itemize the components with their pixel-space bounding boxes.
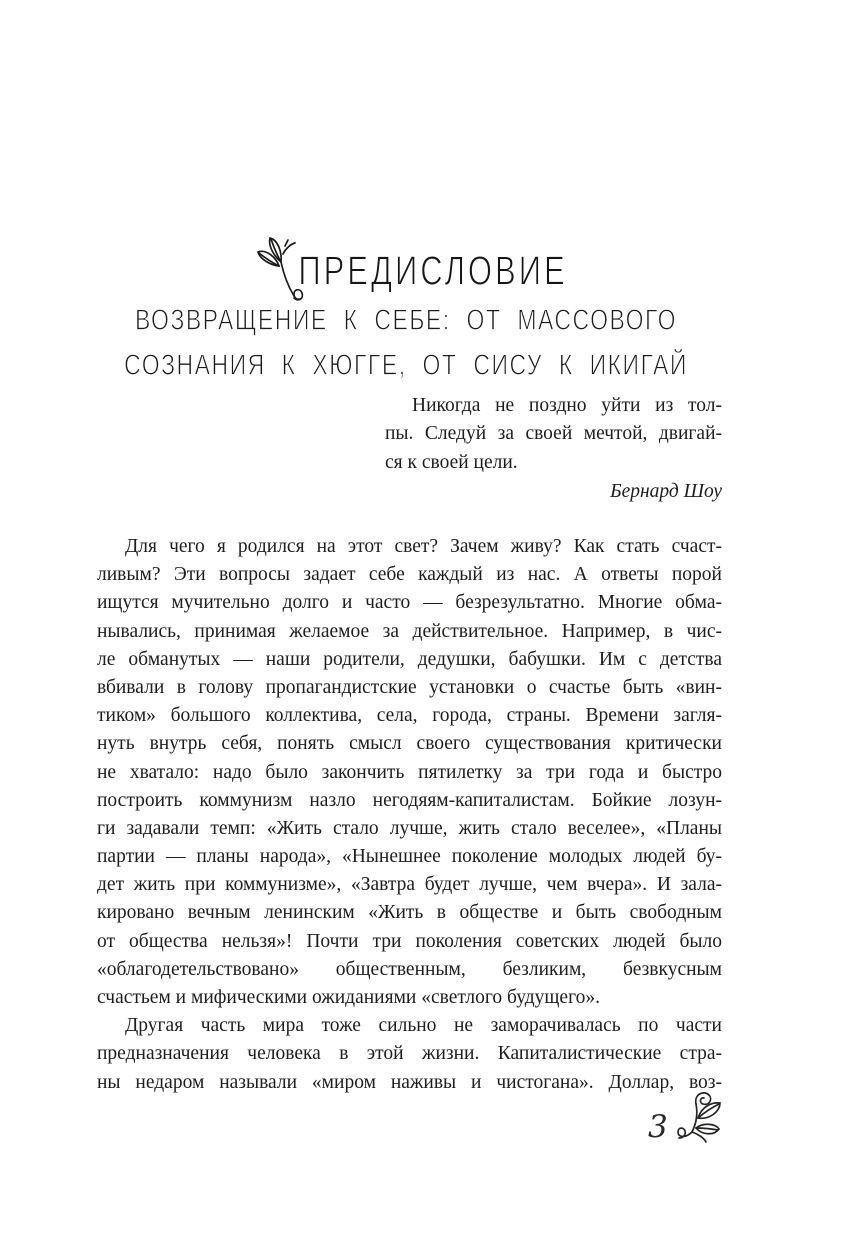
- chapter-heading: [0, 218, 812, 295]
- chapter-title: ПРЕДИСЛОВИЕ: [298, 247, 568, 294]
- epigraph-line: ся к своей цели.: [385, 451, 518, 473]
- epigraph: [385, 392, 722, 507]
- page-footer: [648, 1088, 724, 1153]
- body-line: кировано вечным ленинским «Жить в обществе и быть свободным: [97, 902, 722, 924]
- body-line: дет жить при коммунизме», «Завтра будет лучше, чем вчера». И зала-: [97, 874, 722, 896]
- body-line: партии — планы народа», «Нынешнее поколение молодых людей бу-: [97, 846, 722, 868]
- body-line: Для чего я родился на этот свет? Зачем живу? Как стать счаст-: [125, 536, 722, 557]
- body-line: ищутся мучительно долго и часто — безрезультатно. Многие обма-: [97, 592, 722, 614]
- subtitle-line: СОЗНАНИЯ К ХЮГГЕ, ОТ СИСУ К ИКИГАЙ: [124, 348, 688, 381]
- body-line: ги задавали темп: «Жить стало лучше, жить стало веселее», «Планы: [97, 817, 722, 839]
- body-line: Другая часть мира тоже сильно не заморачивалась по части: [125, 1015, 722, 1037]
- chapter-subtitle: [0, 297, 812, 387]
- body-line: «облагодетельствовано» общественным, безликим, безвкусным: [97, 958, 722, 980]
- body-line: нуть внутрь себя, понять смысл своего существования критически: [97, 733, 722, 755]
- epigraph-line: Никогда не поздно уйти из тол-: [412, 395, 722, 416]
- epigraph-line: пы. Следуй за своей мечтой, двигай-: [385, 423, 722, 445]
- body-line: вбивали в голову пропагандистские установки о счастье быть «вин-: [97, 676, 722, 698]
- page-number: 3: [648, 1109, 668, 1145]
- body-line: ны недаром называли «миром наживы и чистогана». Доллар, воз-: [97, 1071, 722, 1093]
- body-line: от общества нельзя»! Почти три поколения советских людей было: [97, 930, 722, 952]
- body-line: не хватало: надо было закончить пятилетку за три года и быстро: [97, 761, 722, 783]
- body-line: предназначения человека в этой жизни. Капиталистические стра-: [97, 1043, 722, 1065]
- body-line: ле обманутых — наши родители, дедушки, бабушки. Им с детства: [97, 648, 722, 670]
- leaf-flourish-icon: [672, 1088, 724, 1153]
- body-line: построить коммунизм назло негодяям-капиталистам. Бойкие лозун-: [97, 789, 722, 811]
- body-text: [97, 533, 722, 1097]
- body-line: тиком» большого коллектива, села, города, страны. Времени загля-: [97, 705, 722, 727]
- subtitle-line: ВОЗВРАЩЕНИЕ К СЕБЕ: ОТ МАССОВОГО: [134, 303, 678, 336]
- body-line: нывались, принимая желаемое за действительное. Например, в чис-: [97, 620, 722, 642]
- epigraph-attribution: Бернард Шоу: [610, 481, 722, 503]
- body-line: счастьем и мифическими ожиданиями «светлого будущего».: [97, 987, 600, 1008]
- body-line: ливым? Эти вопросы задает себе каждый из нас. А ответы порой: [97, 564, 722, 586]
